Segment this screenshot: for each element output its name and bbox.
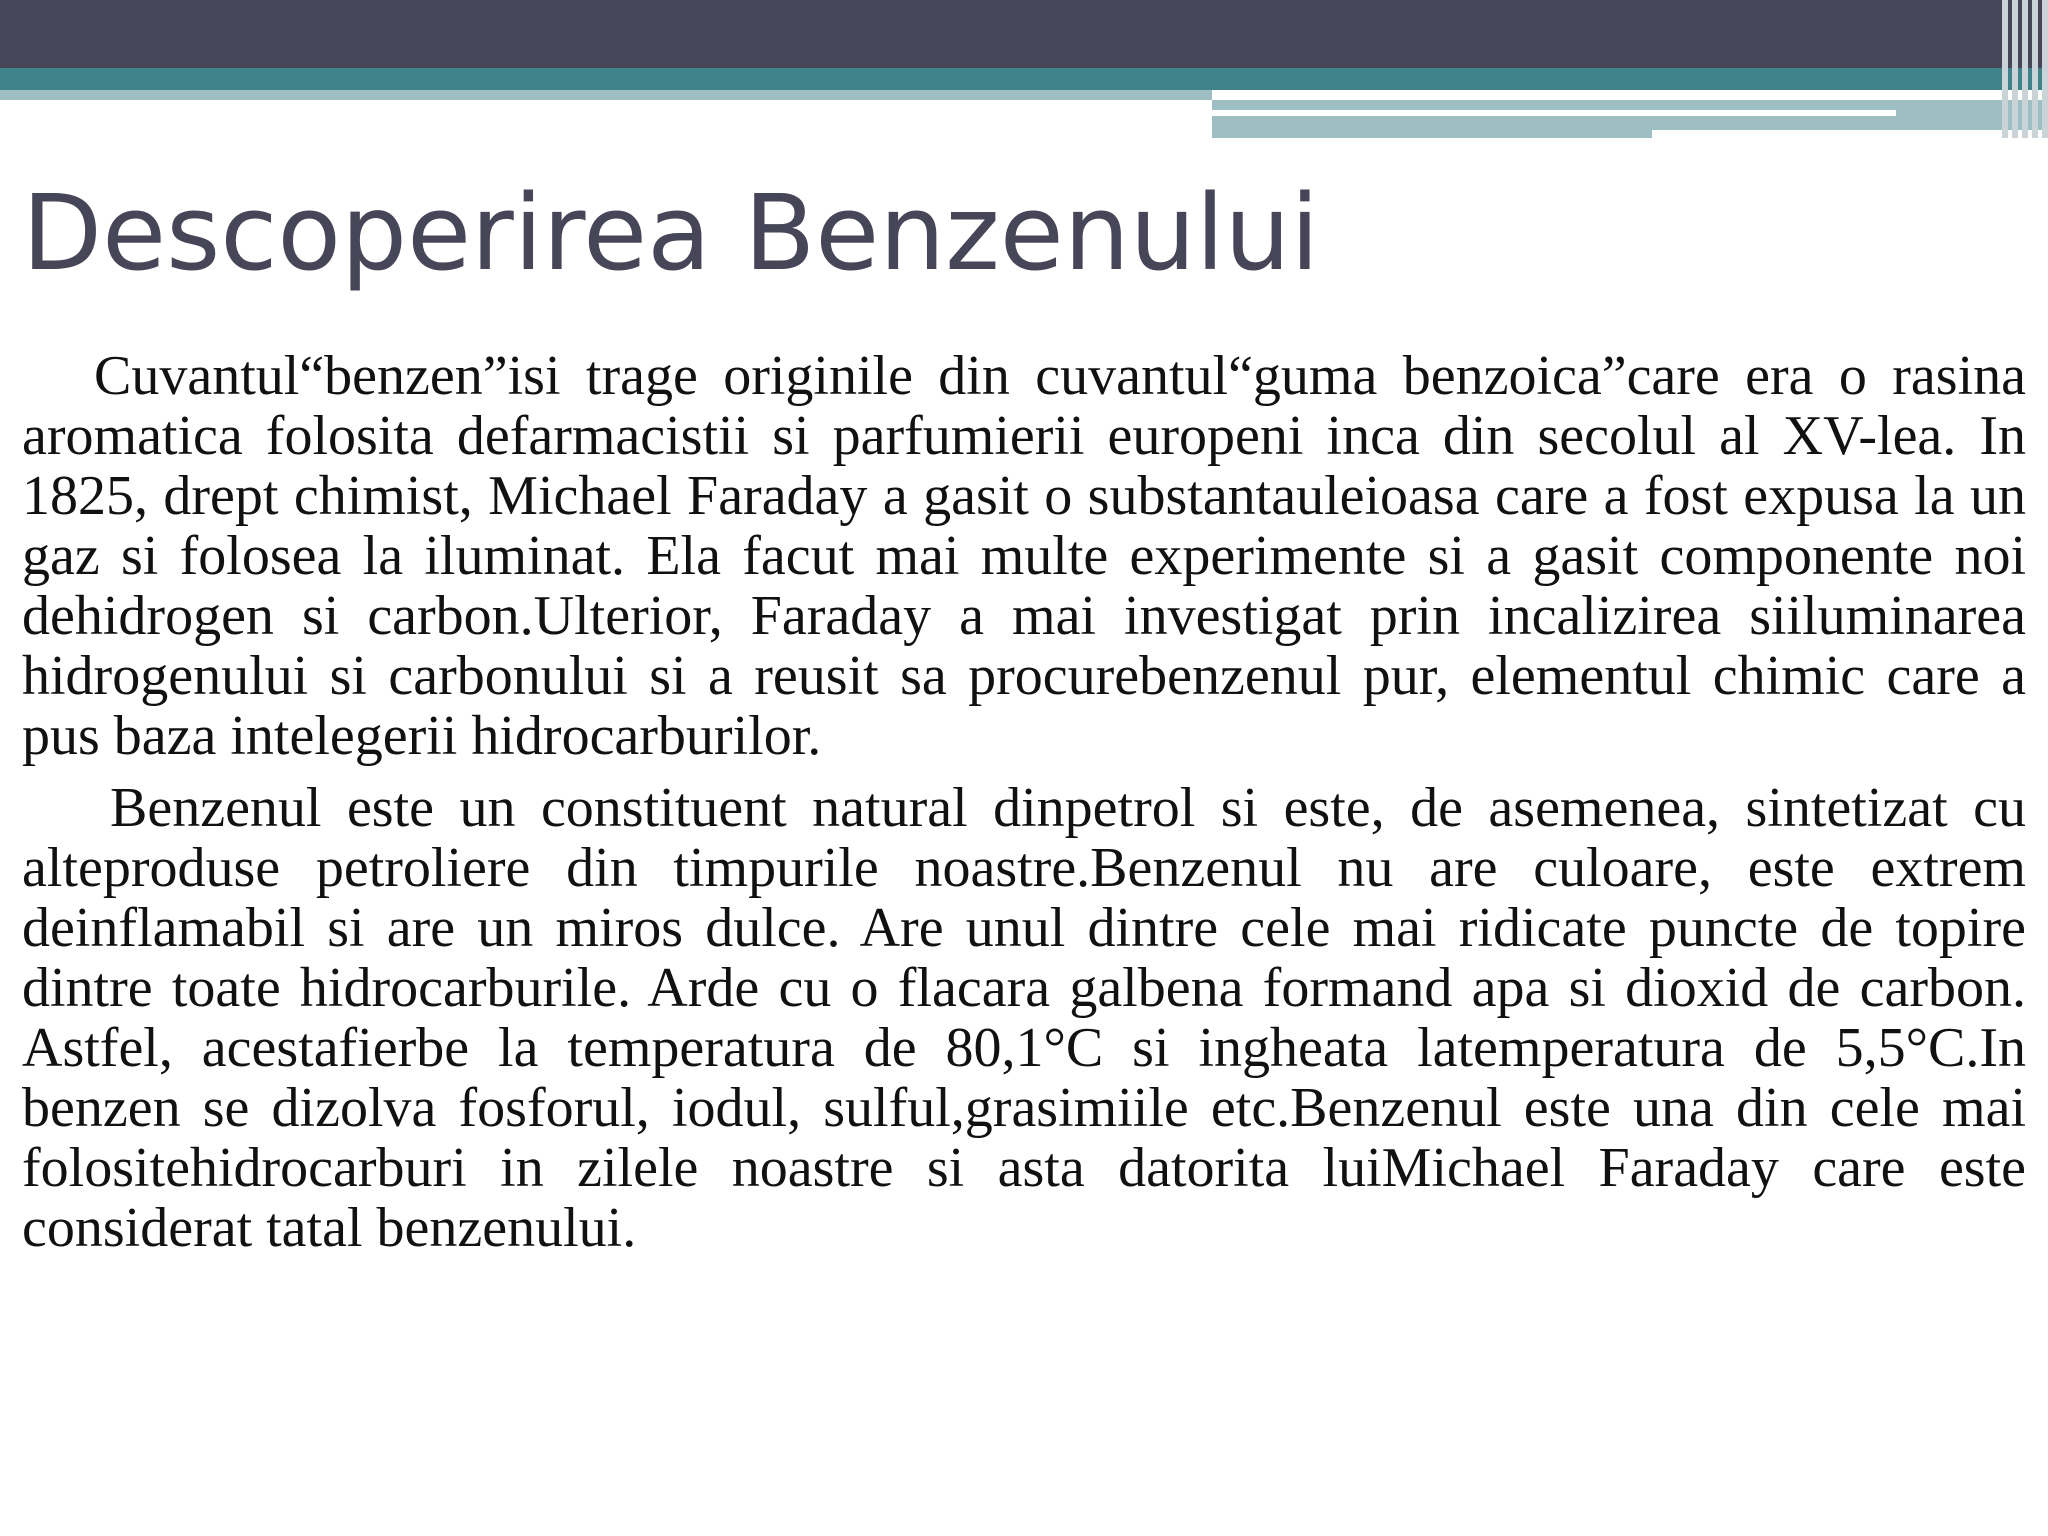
stripe xyxy=(2012,0,2018,138)
stripe xyxy=(2032,0,2038,138)
stripe xyxy=(2042,0,2048,138)
header-band-light-left xyxy=(0,90,1212,100)
header-band-teal xyxy=(0,68,2048,90)
header-band-dark xyxy=(0,0,2048,68)
slide-body xyxy=(22,346,2026,1270)
header-accent-line xyxy=(1212,110,1896,116)
paragraph-properties: Benzenul este un constituent natural dinpetrol si este, de asemenea, sintetizat cu alteproduse petroliere din timpurile noastre.Benzenul nu are culoare, este extrem deinflamabil si are un miros dulce. Are unul dintre cele mai ridicate puncte de topire dintre toate hidrocarburile. Arde cu o flacara galbena formand apa si dioxid de carbon. Astfel, acestafierbe la temperatura de 80,1°C si ingheata latemperatura de 5,5°C.In benzen se dizolva fosforul, iodul, sulful,grasimiile etc.Benzenul este una din cele mai folositehidrocarburi in zilele noastre si asta datorita luiMichael Faraday care este considerat tatal benzenului. xyxy=(22,777,2026,1259)
header-stripes xyxy=(1986,0,2048,138)
stripe xyxy=(2022,0,2028,138)
paragraph-origin: Cuvantul“benzen”isi trage originile din cuvantul“guma benzoica”care era o rasina aromatica folosita defarmacistii si parfumierii europeni inca din secolul al XV-lea. In 1825, drept chimist, Michael Faraday a gasit o substantauleioasa care a fost expusa la un gaz si folosea la iluminat. Ela facut mai multe experimente si a gasit componente noi dehidrogen si carbon.Ulterior, Faraday a mai investigat prin incalizirea siiluminarea hidrogenului si carbonului si a reusit sa procurebenzenul pur, elementul chimic care a pus baza intelegerii hidrocarburilor. xyxy=(22,345,2026,767)
stripe xyxy=(2002,0,2008,138)
slide-title: Descoperirea Benzenului xyxy=(22,172,1320,294)
